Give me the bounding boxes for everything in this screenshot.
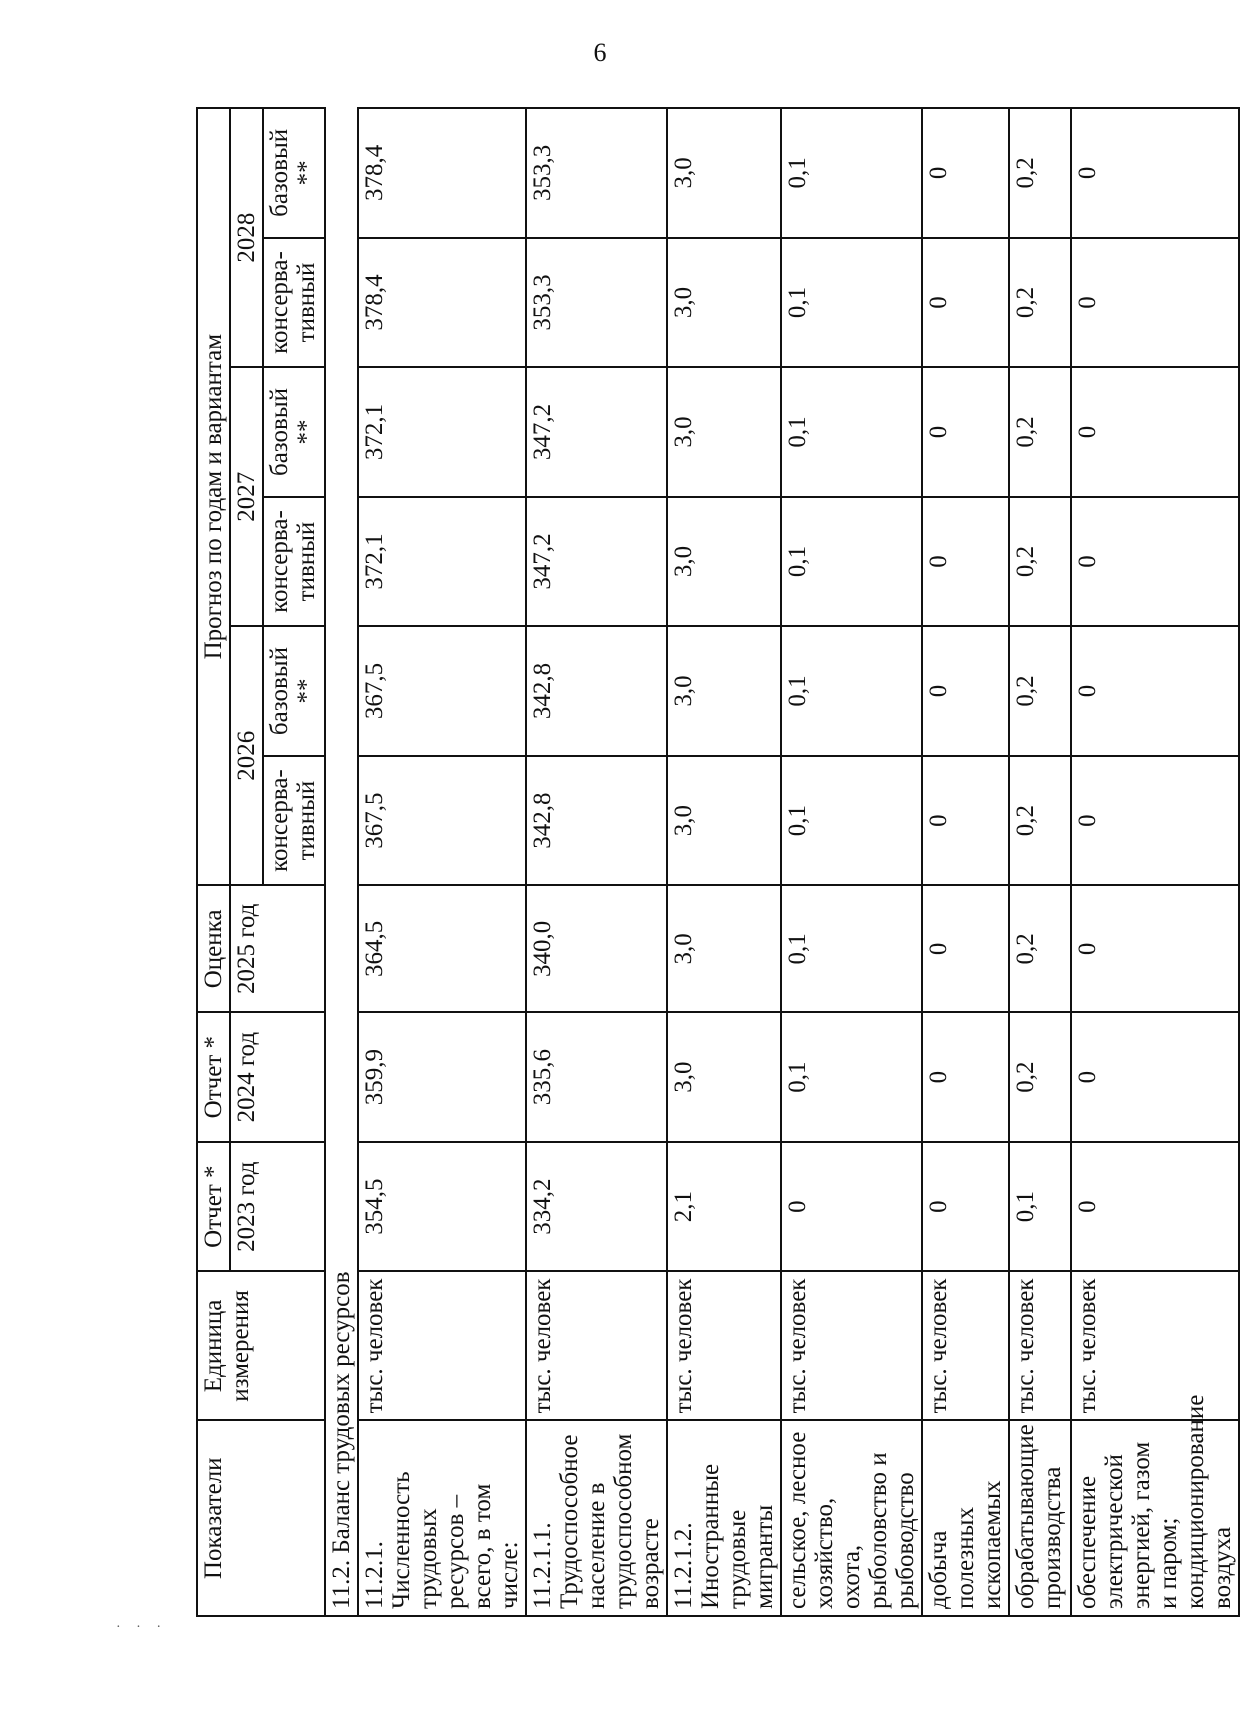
header-unit: Единица измерения [197, 1271, 325, 1420]
value-cell: 3,0 [667, 885, 781, 1012]
value-cell: 353,3 [526, 108, 667, 238]
header-year-2024: 2024 год [230, 1012, 325, 1142]
value-cell: 0,2 [1009, 367, 1071, 497]
value-cell: 0,1 [781, 626, 922, 756]
header-report-2023: Отчет * [197, 1142, 230, 1272]
page-number: 6 [593, 38, 607, 67]
value-cell: 0 [1071, 756, 1239, 886]
value-cell: 0 [922, 108, 1009, 238]
header-2028-base: базовый ** [263, 108, 325, 238]
value-cell: 353,3 [526, 238, 667, 368]
row-unit: тыс. человек [358, 1271, 526, 1420]
value-cell: 0 [1071, 885, 1239, 1012]
value-cell: 342,8 [526, 626, 667, 756]
value-cell: 3,0 [667, 626, 781, 756]
header-year-2025: 2025 год [230, 885, 325, 1012]
value-cell: 340,0 [526, 885, 667, 1012]
value-cell: 367,5 [358, 626, 526, 756]
value-cell: 0 [922, 756, 1009, 886]
value-cell: 0 [922, 497, 1009, 627]
value-cell: 0,1 [781, 885, 922, 1012]
value-cell: 0 [1071, 1012, 1239, 1142]
row-unit: тыс. человек [1071, 1271, 1239, 1420]
value-cell: 0 [922, 885, 1009, 1012]
value-cell: 0 [922, 367, 1009, 497]
header-year-2026: 2026 [230, 626, 263, 885]
header-2026-conservative: консерва-тивный [263, 756, 325, 886]
value-cell: 0,1 [781, 238, 922, 368]
labor-balance-table [196, 107, 1240, 1617]
table-row [526, 108, 667, 1616]
row-unit: тыс. человек [667, 1271, 781, 1420]
value-cell: 0 [1071, 1142, 1239, 1272]
value-cell: 378,4 [358, 108, 526, 238]
value-cell: 0,2 [1009, 238, 1071, 368]
value-cell: 372,1 [358, 367, 526, 497]
header-year-2027: 2027 [230, 367, 263, 626]
value-cell: 3,0 [667, 108, 781, 238]
header-year-2023: 2023 год [230, 1142, 325, 1272]
header-2026-base: базовый ** [263, 626, 325, 756]
value-cell: 0,2 [1009, 626, 1071, 756]
row-unit: тыс. человек [1009, 1271, 1071, 1420]
header-2027-base: базовый ** [263, 367, 325, 497]
row-label: сельское, лесное хозяйство, охота, рыболовство и рыбоводство [781, 1421, 922, 1617]
value-cell: 3,0 [667, 1012, 781, 1142]
value-cell: 0,1 [781, 367, 922, 497]
value-cell: 0 [922, 238, 1009, 368]
value-cell: 0 [1071, 108, 1239, 238]
value-cell: 3,0 [667, 238, 781, 368]
section-title: 11.2. Баланс трудовых ресурсов [325, 108, 358, 1616]
rotated-table-wrapper [196, 107, 1236, 1617]
value-cell: 335,6 [526, 1012, 667, 1142]
value-cell: 0 [1071, 238, 1239, 368]
row-label: 11.2.1.2. Иностранные трудовые мигранты [667, 1421, 781, 1617]
value-cell: 347,2 [526, 367, 667, 497]
value-cell: 342,8 [526, 756, 667, 886]
table-row [781, 108, 922, 1616]
table-row [922, 108, 1009, 1616]
row-label: 11.2.1.1. Трудоспособное население в трудоспособном возрасте [526, 1421, 667, 1617]
value-cell: 0,1 [781, 497, 922, 627]
header-forecast: Прогноз по годам и вариантам [197, 108, 230, 885]
row-label: обеспечение электрической энергией, газом и паром; кондиционирование воздуха [1071, 1421, 1239, 1617]
value-cell: 367,5 [358, 756, 526, 886]
value-cell: 3,0 [667, 367, 781, 497]
table-row [667, 108, 781, 1616]
value-cell: 359,9 [358, 1012, 526, 1142]
value-cell: 334,2 [526, 1142, 667, 1272]
value-cell: 0 [922, 1012, 1009, 1142]
value-cell: 378,4 [358, 238, 526, 368]
header-2027-conservative: консерва-тивный [263, 497, 325, 627]
row-label: обрабатывающие производства [1009, 1421, 1071, 1617]
row-unit: тыс. человек [922, 1271, 1009, 1420]
value-cell: 0,1 [1009, 1142, 1071, 1272]
value-cell: 0,2 [1009, 885, 1071, 1012]
row-unit: тыс. человек [526, 1271, 667, 1420]
value-cell: 0,1 [781, 108, 922, 238]
value-cell: 3,0 [667, 497, 781, 627]
value-cell: 354,5 [358, 1142, 526, 1272]
value-cell: 0,2 [1009, 108, 1071, 238]
value-cell: 0,2 [1009, 497, 1071, 627]
scan-specks: · · · [116, 1620, 167, 1635]
value-cell: 0,2 [1009, 756, 1071, 886]
header-year-2028: 2028 [230, 108, 263, 367]
value-cell: 3,0 [667, 756, 781, 886]
value-cell: 0 [1071, 626, 1239, 756]
table-row [1071, 108, 1239, 1616]
header-indicators: Показатели [197, 1421, 325, 1617]
header-2028-conservative: консерва-тивный [263, 238, 325, 368]
value-cell: 2,1 [667, 1142, 781, 1272]
header-estimate-2025: Оценка [197, 885, 230, 1012]
value-cell: 364,5 [358, 885, 526, 1012]
value-cell: 0,1 [781, 756, 922, 886]
row-label: добыча полезных ископаемых [922, 1421, 1009, 1617]
row-unit: тыс. человек [781, 1271, 922, 1420]
value-cell: 0,2 [1009, 1012, 1071, 1142]
row-label: 11.2.1. Численность трудовых ресурсов – всего, в том числе: [358, 1421, 526, 1617]
value-cell: 347,2 [526, 497, 667, 627]
value-cell: 0 [781, 1142, 922, 1272]
value-cell: 0 [922, 626, 1009, 756]
value-cell: 0 [922, 1142, 1009, 1272]
value-cell: 0 [1071, 497, 1239, 627]
value-cell: 372,1 [358, 497, 526, 627]
header-report-2024: Отчет * [197, 1012, 230, 1142]
table-row [1009, 108, 1071, 1616]
value-cell: 0 [1071, 367, 1239, 497]
table-row [358, 108, 526, 1616]
value-cell: 0,1 [781, 1012, 922, 1142]
